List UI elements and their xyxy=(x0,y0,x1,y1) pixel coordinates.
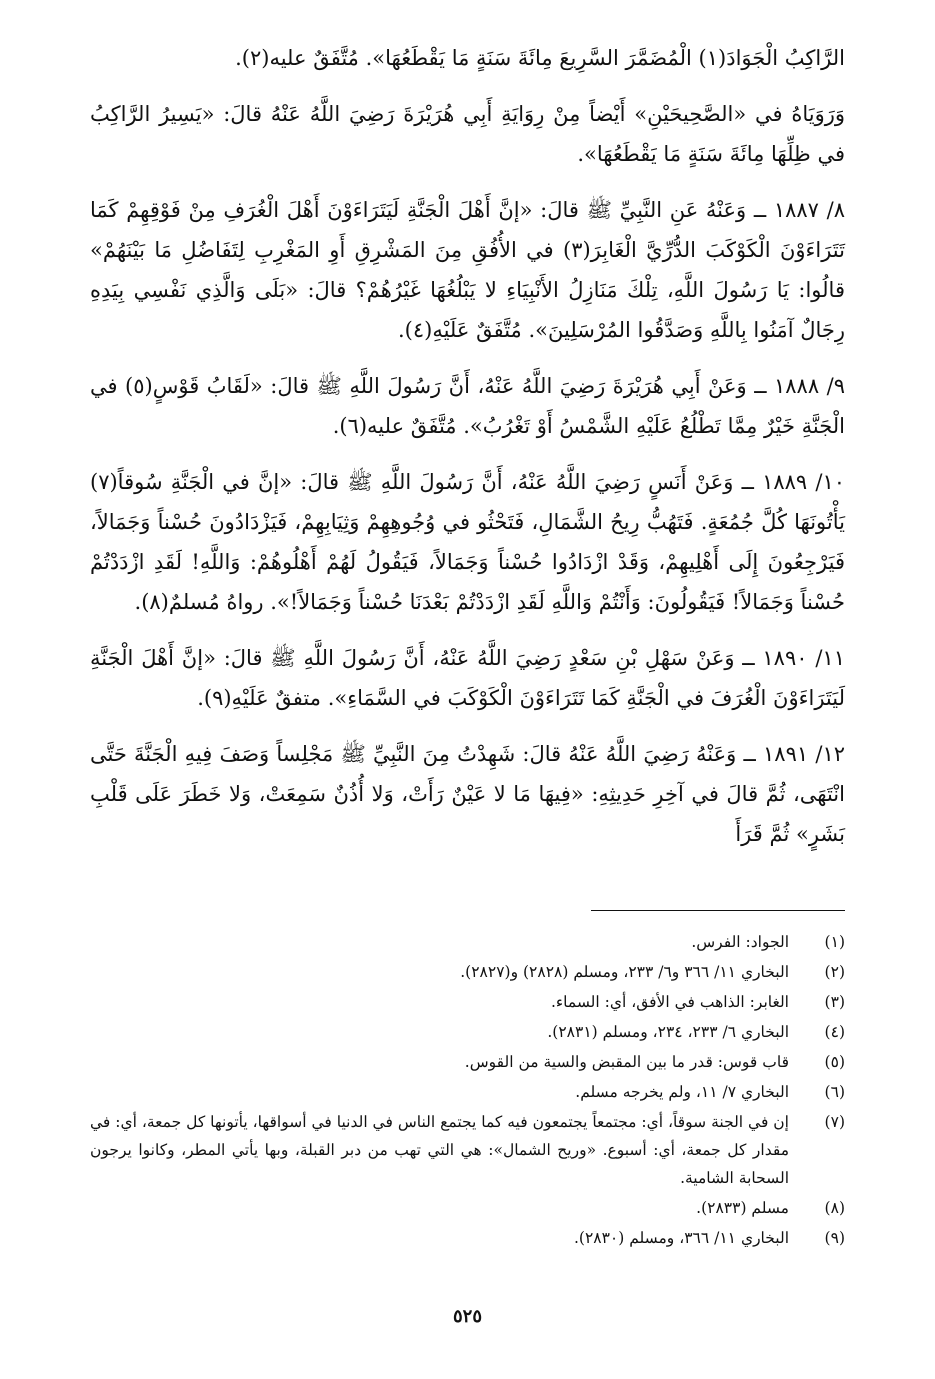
footnote-text: إن في الجنة سوقاً، أي: مجتمعاً يجتمعون فيه كما يجتمع الناس في الدنيا في أسواقها، يأتونها كل جمعة، أي: في مقدار كل جمعة، أي: أسبوع. «وريح الشمال»: هي التي تهب من دبر القبلة، وبها يأتي المطر، وكانوا يرجون السحابة الشامية. xyxy=(90,1113,789,1187)
footnote-item xyxy=(90,928,845,956)
footnote-number: (٣) xyxy=(824,993,845,1011)
footnote-item xyxy=(90,1048,845,1076)
footnote-item xyxy=(90,958,845,986)
hadith-1890: ١١/ ١٨٩٠ ــ وَعَنْ سَهْلِ بْنِ سَعْدٍ رَضِيَ اللَّهُ عَنْهُ، أَنَّ رَسُولَ اللَّهِ ﷺ قالَ: «إنَّ أَهْلَ الْجَنَّةِ لَيَتَرَاءَوْنَ الْغُرَفَ في الْجَنَّةِ كَمَا تَتَرَاءَوْنَ الْكَوْكَبَ في السَّمَاءِ». متفقٌ عَلَيْهِ(٩). xyxy=(90,646,845,710)
hadith-1889: ١٠/ ١٨٨٩ ــ وَعَنْ أَنَسٍ رَضِيَ اللَّهُ عَنْهُ، أَنَّ رَسُولَ اللَّهِ ﷺ قالَ: «إنَّ في الْجَنَّةِ سُوقاً(٧) يَأْتُونَهَا كُلَّ جُمُعَةٍ. فَتَهُبُّ رِيحُ الشَّمَالِ، فَتَحْثُو في وُجُوهِهِمْ وَثِيَابِهِمْ، فَيَزْدَادُونَ حُسْناً وَجَمَالاً، فَيَرْجِعُونَ إِلَى أَهْلِيهِمْ، وَقَدْ ازْدَادُوا حُسْناً وَجَمَالاً، فَيَقُولُ لَهُمْ أَهْلُوهُمْ: وَاللَّهِ! لَقَدِ ازْدَدْتُمْ حُسْناً وَجَمَالاً! فَيَقُولُونَ: وَأَنْتُمْ وَاللَّهِ لَقَدِ ازْدَدْتُمْ بَعْدَنَا حُسْناً وَجَمَالاً!». رواهُ مُسلمٌ(٨). xyxy=(90,470,845,614)
paragraph-sahihayn-narration: وَرَوَيَاهُ في «الصَّحِيحَيْنِ» أَيْضاً مِنْ رِوَايَةِ أَبِي هُرَيْرَةَ رَضِيَ اللَّهُ عَنْهُ قالَ: «يَسِيرُ الرَّاكِبُ في ظِلِّهَا مِائَةَ سَنَةٍ مَا يَقْطَعُهَا». xyxy=(90,102,845,166)
hadith-1887: ٨/ ١٨٨٧ ــ وَعَنْهُ عَنِ النَّبِيِّ ﷺ قالَ: «إنَّ أَهْلَ الْجَنَّةِ لَيَتَرَاءَوْنَ أَهْلَ الْغُرَفِ مِنْ فَوْقِهِمْ كَمَا تَتَرَاءَوْنَ الْكَوْكَبَ الدُّرِّيَّ الْغَابِرَ(٣) في الأُفُقِ مِنَ المَشْرِقِ أَوِ المَغْرِبِ لِتَفَاضُلِ مَا بَيْنَهُمْ» قالُوا: يَا رَسُولَ اللَّهِ، تِلْكَ مَنَازِلُ الأَنْبِيَاءِ لا يَبْلُغُهَا غَيْرُهُمْ؟ قالَ: «بَلَى وَالَّذِي نَفْسِي بِيَدِهِ رِجَالٌ آمَنُوا بِاللَّهِ وَصَدَّقُوا المُرْسَلِينَ». مُتَّفَقٌ عَلَيْهِ(٤). xyxy=(90,198,845,342)
hadith-1888: ٩/ ١٨٨٨ ــ وَعَنْ أَبِي هُرَيْرَةَ رَضِيَ اللَّهُ عَنْهُ، أَنَّ رَسُولَ اللَّهِ ﷺ قالَ: «لَقَابُ قَوْسٍ(٥) في الْجَنَّةِ خَيْرٌ مِمَّا تَطْلُعُ عَلَيْهِ الشَّمْسُ أَوْ تَغْرُبُ». مُتَّفَقٌ عليه(٦). xyxy=(90,374,845,438)
footnote-number: (٥) xyxy=(824,1053,845,1071)
footnote-number: (٧) xyxy=(824,1113,845,1131)
footnote-text: البخاري ٦/ ٢٣٣، ٢٣٤، ومسلم (٢٨٣١). xyxy=(547,1023,789,1041)
paragraph-continuation: الرَّاكِبُ الْجَوَادَ(١) الْمُضَمَّرَ السَّرِيعَ مِائَةَ سَنَةٍ مَا يَقْطَعُهَا». مُتَّفَقٌ عليه(٢). xyxy=(235,46,845,70)
footnote-item xyxy=(90,988,845,1016)
footnote-item xyxy=(90,1108,845,1192)
footnote-number: (١) xyxy=(824,933,845,951)
footnote-text: مسلم (٢٨٣٣). xyxy=(696,1199,789,1217)
footnote-number: (٩) xyxy=(824,1229,845,1247)
hadith-1891: ١٢/ ١٨٩١ ــ وَعَنْهُ رَضِيَ اللَّهُ عَنْهُ قالَ: شَهِدْتُ مِنَ النَّبِيِّ ﷺ مَجْلِساً وَصَفَ فِيهِ الْجَنَّةَ حَتَّى انْتَهَى، ثُمَّ قالَ في آخِرِ حَدِيثِهِ: «فِيهَا مَا لا عَيْنٌ رَأَتْ، وَلا أُذُنٌ سَمِعَتْ، وَلا خَطَرَ عَلَى قَلْبِ بَشَرٍ» ثُمَّ قَرَأَ xyxy=(90,742,845,846)
main-text xyxy=(90,38,845,854)
footnote-text: البخاري ١١/ ٣٦٦ و٦/ ٢٣٣، ومسلم (٢٨٢٨) و(٢٨٢٧). xyxy=(460,963,789,981)
footnote-text: البخاري ٧/ ١١، ولم يخرجه مسلم. xyxy=(575,1083,789,1101)
footnote-text: الجواد: الفرس. xyxy=(691,933,789,951)
footnote-item xyxy=(90,1018,845,1046)
footnote-item xyxy=(90,1224,845,1252)
footnote-number: (٦) xyxy=(824,1083,845,1101)
footnote-number: (٢) xyxy=(824,963,845,981)
footnotes xyxy=(90,928,845,1254)
page-body xyxy=(90,38,845,870)
footnote-text: البخاري ١١/ ٣٦٦، ومسلم (٢٨٣٠). xyxy=(573,1229,789,1247)
footnote-number: (٨) xyxy=(824,1199,845,1217)
footnote-text: قاب قوس: قدر ما بين المقبض والسية من القوس. xyxy=(464,1053,789,1071)
footnote-item xyxy=(90,1194,845,1222)
footnote-number: (٤) xyxy=(824,1023,845,1041)
footnote-item xyxy=(90,1078,845,1106)
footnote-text: الغابر: الذاهب في الأفق، أي: السماء. xyxy=(550,993,789,1011)
footnote-divider xyxy=(591,910,845,911)
page-number: ٥٢٥ xyxy=(452,1306,482,1327)
